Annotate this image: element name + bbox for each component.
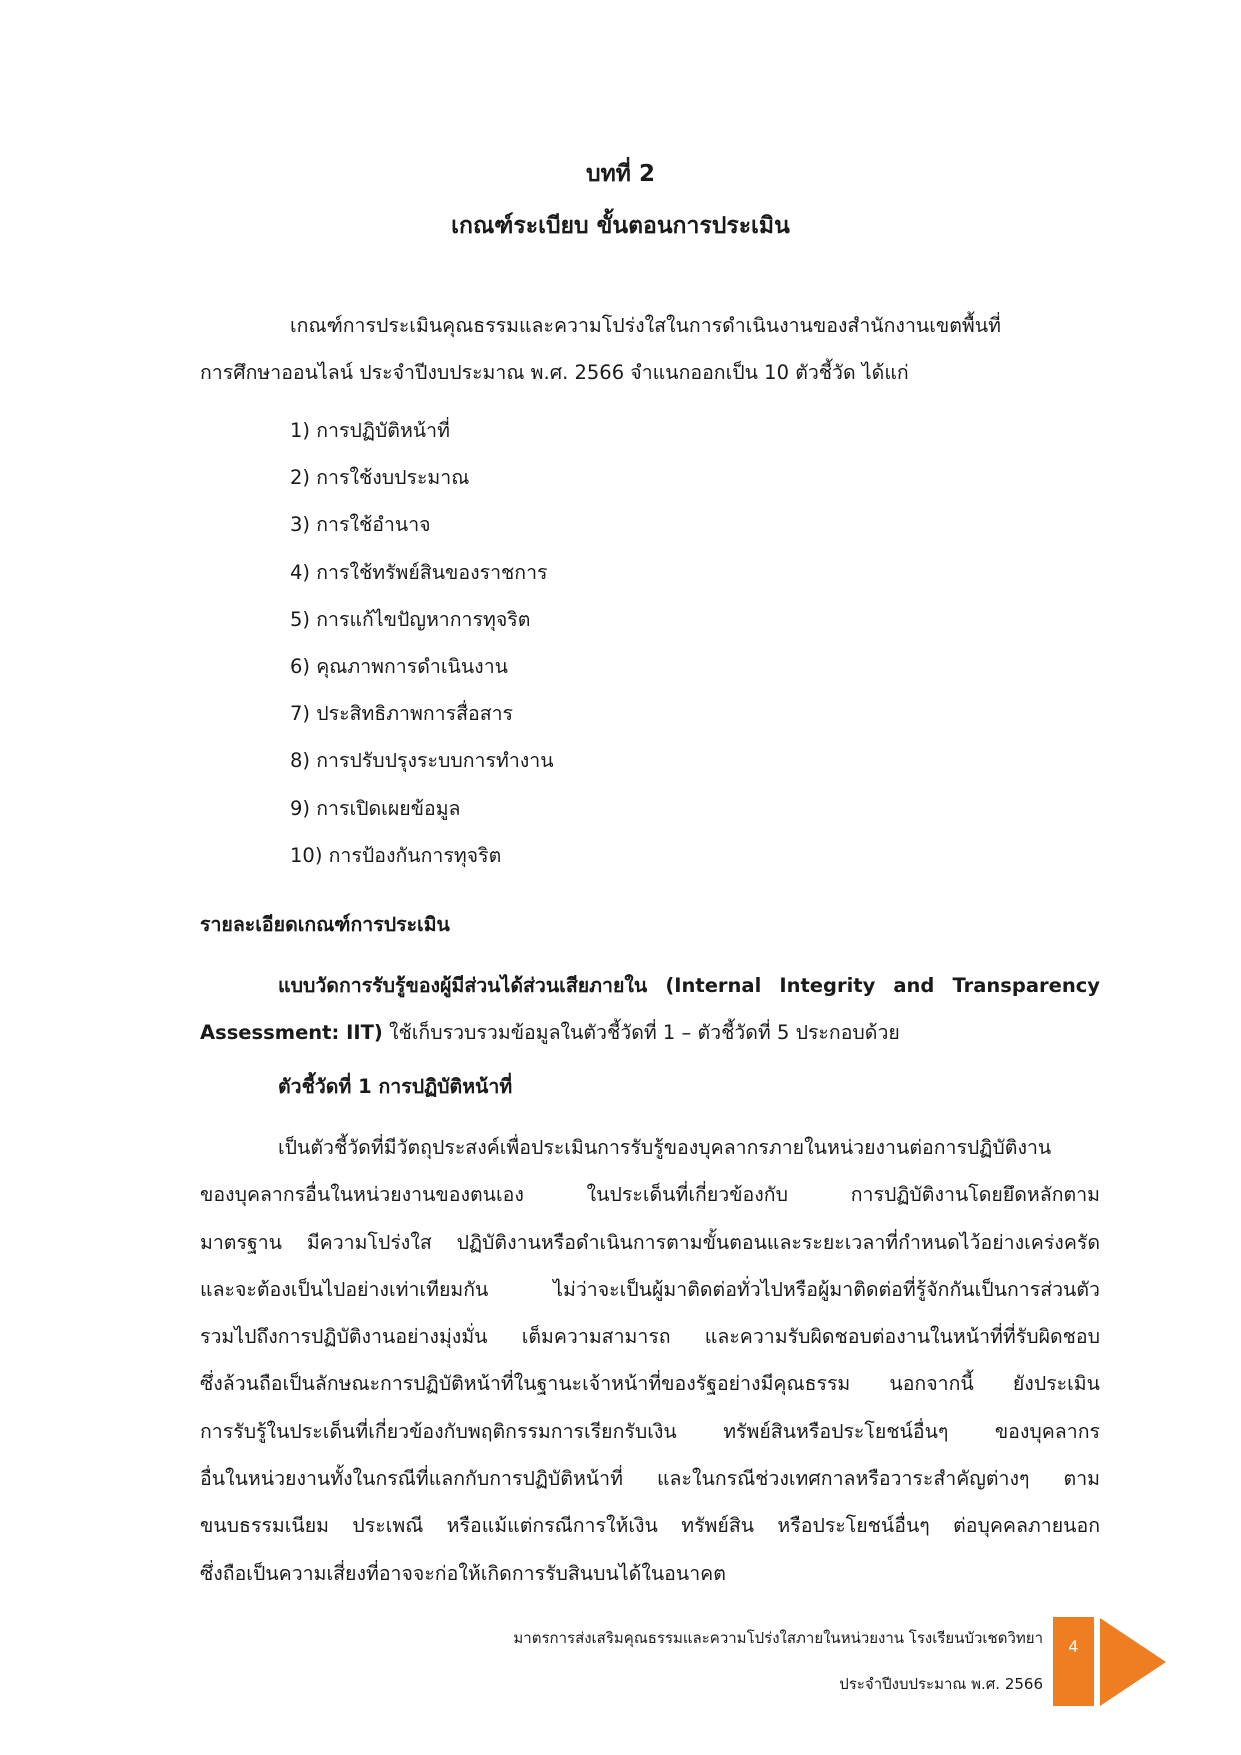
- footer-title: มาตรการส่งเสริมคุณธรรมและความโปร่งใสภายในหน่วยงาน โรงเรียนบัวเชดวิทยา: [513, 1629, 1043, 1647]
- list-item: 7) ประสิทธิภาพการสื่อสาร: [290, 702, 514, 726]
- indicator-1-paragraph: [200, 1124, 1100, 1597]
- paragraph-line: และจะต้องเป็นไปอย่างเท่าเทียมกัน ไม่ว่าจะเป็นผู้มาติดต่อทั่วไปหรือผู้มาติดต่อที่รู้จักกันเป็นการส่วนตัว: [200, 1277, 1100, 1301]
- iit-title-line-2: Assessment: IIT): [200, 1021, 383, 1044]
- iit-paragraph: [200, 962, 1100, 1056]
- paragraph-line: ของบุคลากรอื่นในหน่วยงานของตนเอง ในประเด็นที่เกี่ยวข้องกับ การปฏิบัติงานโดยยึดหลักตาม: [200, 1183, 1100, 1207]
- paragraph-line: เป็นตัวชี้วัดที่มีวัตถุประสงค์เพื่อประเมินการรับรู้ของบุคลากรภายในหน่วยงานต่อการปฏิบัติงาน: [278, 1136, 1052, 1159]
- list-item: 10) การป้องกันการทุจริต: [290, 843, 502, 867]
- list-item: 3) การใช้อำนาจ: [290, 513, 431, 537]
- paragraph-line: รวมไปถึงการปฏิบัติงานอย่างมุ่งมั่น เต็มความสามารถ และความรับผิดชอบต่องานในหน้าที่ที่รับผิดชอบ: [200, 1325, 1100, 1349]
- list-item: 2) การใช้งบประมาณ: [290, 466, 470, 490]
- details-heading: รายละเอียดเกณฑ์การประเมิน: [200, 913, 450, 936]
- paragraph-line: ขนบธรรมเนียม ประเพณี หรือแม้แต่กรณีการให้เงิน ทรัพย์สิน หรือประโยชน์อื่นๆ ต่อบุคคลภายนอก: [200, 1514, 1100, 1538]
- list-item: 6) คุณภาพการดำเนินงาน: [290, 654, 508, 678]
- intro-line-2: การศึกษาออนไลน์ ประจำปีงบประมาณ พ.ศ. 2566 จำแนกออกเป็น 10 ตัวชี้วัด ได้แก่: [200, 361, 909, 384]
- list-item: 9) การเปิดเผยข้อมูล: [290, 796, 461, 820]
- page-number-badge: [1053, 1617, 1094, 1706]
- paragraph-line: ซึ่งล้วนถือเป็นลักษณะการปฏิบัติหน้าที่ในฐานะเจ้าหน้าที่ของรัฐอย่างมีคุณธรรม นอกจากนี้ ยังประเมิน: [200, 1372, 1100, 1396]
- indicator-list: [290, 407, 554, 879]
- chapter-number: บทที่ 2: [586, 161, 655, 187]
- footer-year: ประจำปีงบประมาณ พ.ศ. 2566: [839, 1675, 1043, 1693]
- list-item: 1) การปฏิบัติหน้าที่: [290, 419, 450, 442]
- iit-description: ใช้เก็บรวบรวมข้อมูลในตัวชี้วัดที่ 1 – ตัวชี้วัดที่ 5 ประกอบด้วย: [382, 1021, 900, 1044]
- iit-title-line-1: แบบวัดการรับรู้ของผู้มีส่วนได้ส่วนเสียภายใน (Internal Integrity and Transparency: [278, 974, 1100, 997]
- paragraph-line: อื่นในหน่วยงานทั้งในกรณีที่แลกกับการปฏิบัติหน้าที่ และในกรณีช่วงเทศกาลหรือวาระสำคัญต่างๆ ตาม: [200, 1467, 1100, 1491]
- list-item: 5) การแก้ไขปัญหาการทุจริต: [290, 607, 531, 631]
- intro-paragraph: [200, 302, 1100, 396]
- paragraph-line: มาตรฐาน มีความโปร่งใส ปฏิบัติงานหรือดำเนินการตามขั้นตอนและระยะเวลาที่กำหนดไว้อย่างเคร่งครัด: [200, 1230, 1100, 1254]
- page-number: 4: [1068, 1637, 1079, 1656]
- paragraph-line: การรับรู้ในประเด็นที่เกี่ยวข้องกับพฤติกรรมการเรียกรับเงิน ทรัพย์สินหรือประโยชน์อื่นๆ ของบุคลากร: [200, 1419, 1100, 1443]
- arrow-right-icon: [1100, 1618, 1166, 1706]
- paragraph-line: ซึ่งถือเป็นความเสี่ยงที่อาจจะก่อให้เกิดการรับสินบนได้ในอนาคต: [200, 1561, 726, 1585]
- intro-line-1: เกณฑ์การประเมินคุณธรรมและความโปร่งใสในการดำเนินงานของสำนักงานเขตพื้นที่: [290, 314, 1001, 337]
- list-item: 4) การใช้ทรัพย์สินของราชการ: [290, 560, 548, 584]
- chapter-title: เกณฑ์ระเบียบ ขั้นตอนการประเมิน: [451, 213, 790, 239]
- list-item: 8) การปรับปรุงระบบการทำงาน: [290, 749, 554, 773]
- indicator-1-heading: ตัวชี้วัดที่ 1 การปฏิบัติหน้าที่: [278, 1075, 513, 1098]
